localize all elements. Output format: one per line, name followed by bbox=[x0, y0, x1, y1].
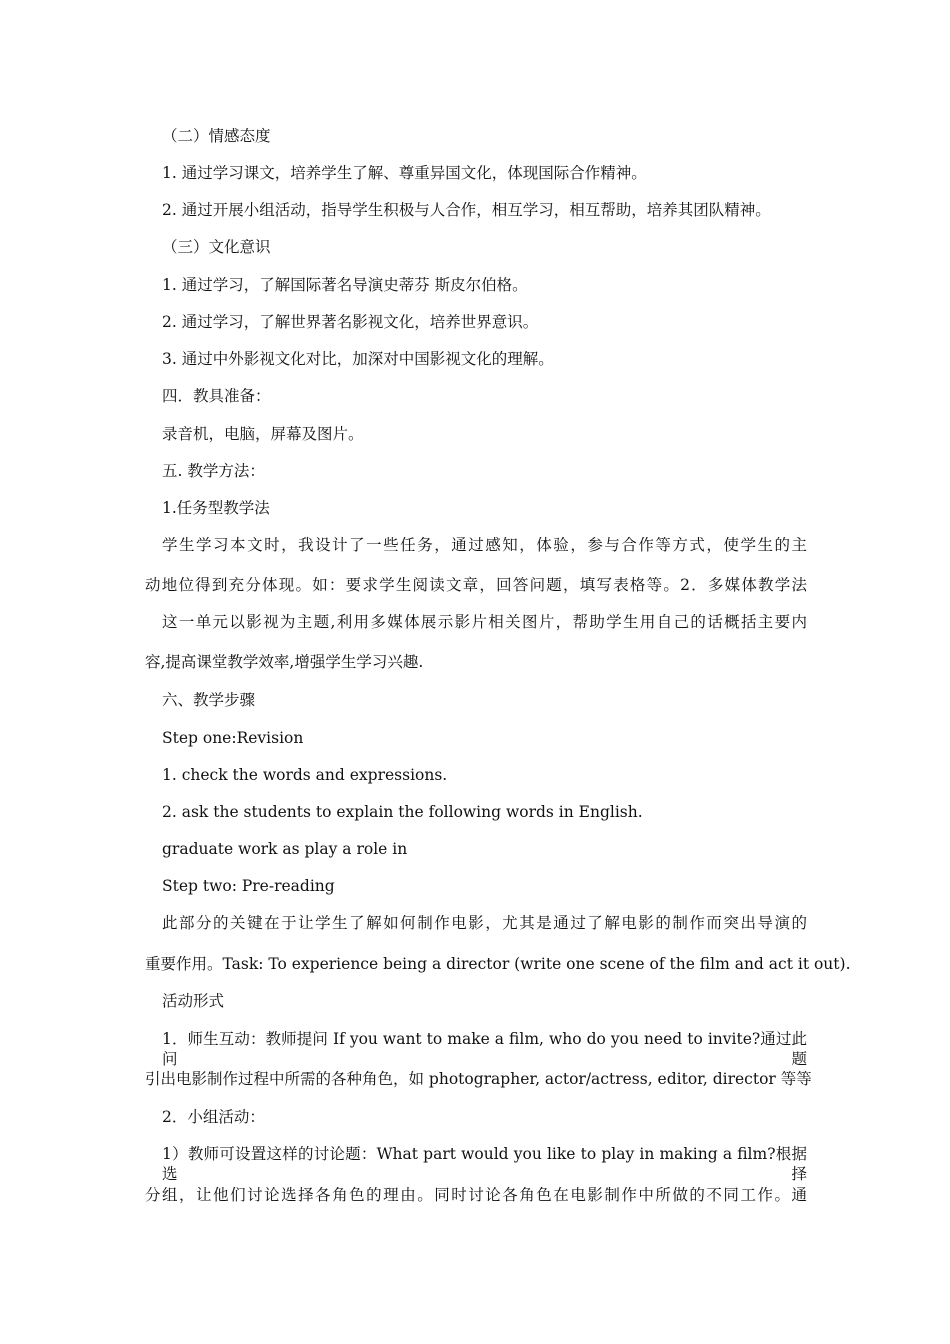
paragraph-line: 引出电影制作过程中所需的各种角色，如 photographer, actor/actress, editor, director 等等 bbox=[145, 1070, 812, 1088]
paragraph-line: 这一单元以影视为主题,利用多媒体展示影片相关图片，帮助学生用自己的话概括主要内 bbox=[162, 613, 807, 631]
paragraph-line: 学生学习本文时，我设计了一些任务，通过感知，体验，参与合作等方式，使学生的主 bbox=[162, 536, 807, 554]
paragraph-line: 2. ask the students to explain the following words in English. bbox=[162, 803, 643, 821]
paragraph-line: 录音机，电脑，屏幕及图片。 bbox=[162, 425, 364, 443]
paragraph-line: graduate work as play a role in bbox=[162, 840, 408, 858]
paragraph-line: Step one:Revision bbox=[162, 729, 304, 747]
paragraph-line: 此部分的关键在于让学生了解如何制作电影，尤其是通过了解电影的制作而突出导演的 bbox=[162, 914, 807, 932]
paragraph-line: 分组，让他们讨论选择各角色的理由。同时讨论各角色在电影制作中所做的不同工作。通 bbox=[145, 1186, 807, 1204]
paragraph-line: 2. 通过学习，了解世界著名影视文化，培养世界意识。 bbox=[162, 313, 539, 331]
paragraph-line: 1. 通过学习课文，培养学生了解、尊重异国文化，体现国际合作精神。 bbox=[162, 164, 647, 182]
paragraph-line: 2．小组活动： bbox=[162, 1108, 265, 1126]
paragraph-line: 1）教师可设置这样的讨论题：What part would you like to play in making a film?根据选择 bbox=[162, 1145, 807, 1183]
heading-teaching-aids: 四．教具准备： bbox=[162, 387, 271, 405]
paragraph-line: 1.任务型教学法 bbox=[162, 499, 270, 517]
paragraph-line: 重要作用。Task: To experience being a director (write one scene of the film and act it out). bbox=[145, 955, 851, 973]
paragraph-line: 1. 通过学习，了解国际著名导演史蒂芬 斯皮尔伯格。 bbox=[162, 276, 528, 294]
paragraph-line: 2. 通过开展小组活动，指导学生积极与人合作，相互学习，相互帮助，培养其团队精神。 bbox=[162, 201, 771, 219]
heading-teaching-steps: 六、教学步骤 bbox=[162, 691, 256, 709]
paragraph-line: 1．师生互动：教师提问 If you want to make a film, who do you need to invite?通过此问题 bbox=[162, 1030, 807, 1068]
paragraph-line: 动地位得到充分体现。如：要求学生阅读文章，回答问题，填写表格等。2．多媒体教学法 bbox=[145, 576, 807, 594]
heading-emotional-attitude: （二）情感态度 bbox=[162, 127, 271, 145]
paragraph-line: 活动形式 bbox=[162, 992, 225, 1010]
paragraph-line: 容,提高课堂教学效率,增强学生学习兴趣. bbox=[145, 653, 424, 671]
paragraph-line: Step two: Pre-reading bbox=[162, 877, 335, 895]
paragraph-line: 1. check the words and expressions. bbox=[162, 766, 448, 784]
heading-cultural-awareness: （三）文化意识 bbox=[162, 238, 271, 256]
paragraph-line: 3. 通过中外影视文化对比，加深对中国影视文化的理解。 bbox=[162, 350, 554, 368]
heading-teaching-methods: 五. 教学方法： bbox=[162, 462, 265, 480]
